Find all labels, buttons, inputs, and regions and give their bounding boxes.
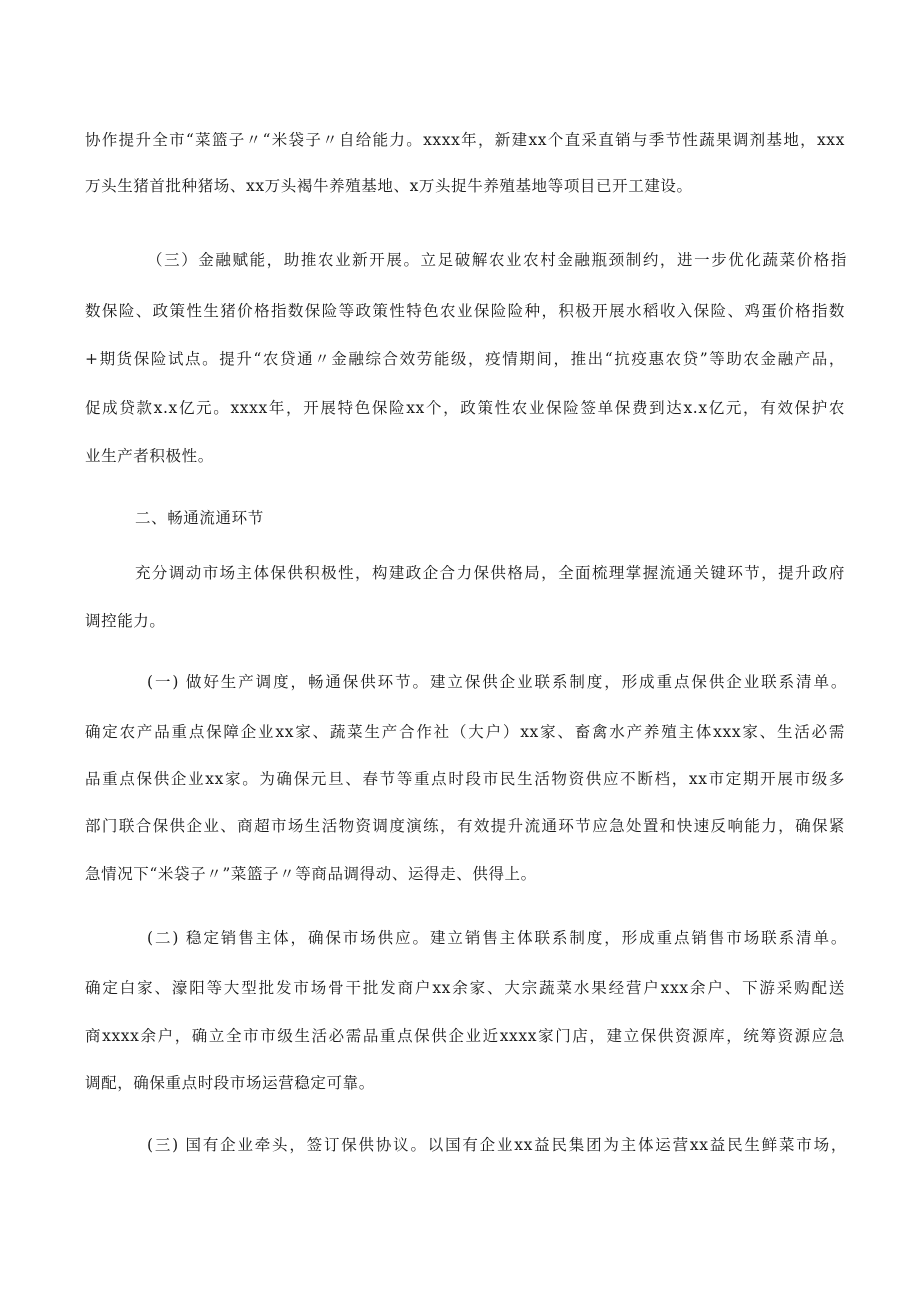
para2-line-2: 数保险、政策性生猪价格指数保险等政策性特色农业保险险种，积极开展水稻收入保险、鸡蛋价格指数	[85, 302, 845, 320]
para1-line-2: 万头生猪首批种猪场、xx万头褐牛养殖基地、x万头捉牛养殖基地等项目已开工建设。	[85, 177, 693, 195]
para5-line-1: (二) 稳定销售主体，确保市场供应。建立销售主体联系制度，形成重点销售市场联系清单。	[147, 929, 847, 947]
para4-line-2: 确定农产品重点保障企业xx家、蔬菜生产合作社（大户）xx家、畜禽水产养殖主体xxx家、生活必需	[85, 723, 845, 741]
para5-line-3: 商xxxx余户，确立全市市级生活必需品重点保供企业近xxxx家门店，建立保供资源库，统筹资源应急	[85, 1027, 845, 1045]
para3-line-2: 调控能力。	[85, 612, 166, 630]
para4-line-1: (一) 做好生产调度，畅通保供环节。建立保供企业联系制度，形成重点保供企业联系清单。	[147, 673, 847, 691]
section-heading: 二、畅通流通环节	[135, 509, 264, 527]
para2-line-5: 业生产者积极性。	[85, 447, 214, 465]
para2-line-1: （三）金融赋能，助推农业新开展。立足破解农业农村金融瓶颈制约，进一步优化蔬菜价格指	[147, 251, 847, 269]
para6-line-1: (三) 国有企业牵头，签订保供协议。以国有企业xx益民集团为主体运营xx益民生鲜菜市场，	[147, 1136, 847, 1154]
para2-line-4: 促成贷款x.x亿元。xxxx年，开展特色保险xx个，政策性农业保险签单保费到达x.x亿元，有效保护农	[85, 399, 845, 417]
para5-line-4: 调配，确保重点时段市场运营稳定可靠。	[85, 1074, 375, 1092]
para2-line-3: +期货保险试点。提升“农贷通〃金融综合效劳能级，疫情期间，推出“抗疫惠农贷”等助农金融产品，	[85, 350, 845, 368]
para1-line-1: 协作提升全市“菜篮子〃“米袋子〃自给能力。xxxx年，新建xx个直采直销与季节性蔬果调剂基地，xxx	[85, 131, 845, 149]
para4-line-4: 部门联合保供企业、商超市场生活物资调度演练，有效提升流通环节应急处置和快速反响能力，确保紧	[85, 817, 845, 835]
para4-line-5: 急情况下“米袋子〃”菜篮子〃等商品调得动、运得走、供得上。	[85, 865, 537, 883]
para5-line-2: 确定白家、濠阳等大型批发市场骨干批发商户xx余家、大宗蔬菜水果经营户xxx余户、下游采购配送	[85, 979, 845, 997]
para4-line-3: 品重点保供企业xx家。为确保元旦、春节等重点时段市民生活物资供应不断档，xx市定期开展市级多	[85, 770, 845, 788]
para3-line-1: 充分调动市场主体保供积极性，构建政企合力保供格局，全面梳理掌握流通关键环节，提升政府	[135, 564, 845, 582]
